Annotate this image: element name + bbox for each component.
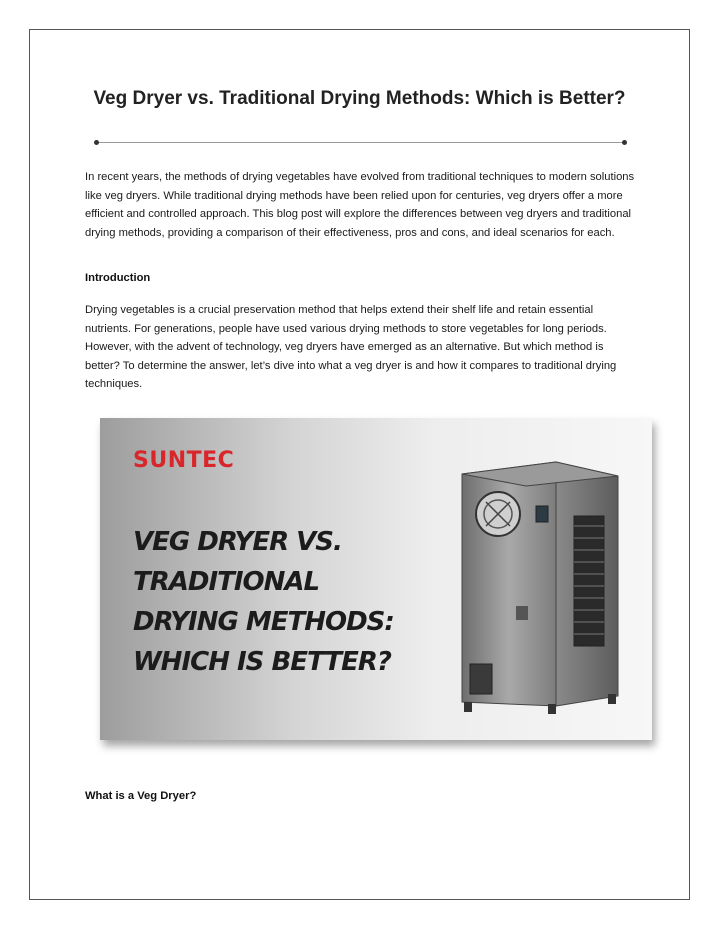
document-page: [29, 29, 690, 900]
veg-dryer-machine-illustration: [456, 456, 626, 716]
article-banner-image: [100, 418, 652, 740]
divider-dot-left: [94, 140, 99, 145]
brand-logo: SUNTEC: [133, 448, 235, 473]
introduction-heading: Introduction: [85, 272, 151, 284]
divider-dot-right: [622, 140, 627, 145]
banner-headline-line: DRYING METHODS:: [133, 607, 394, 637]
introduction-paragraph: Drying vegetables is a crucial preservation method that helps extend their shelf life and retain essential nutrients. For generations, people have used various drying methods to store vegetables for long periods. However, with the advent of technology, veg dryers have emerged as an alternative. But which method is better? To determine the answer, let’s dive into what a veg dryer is and how it compares to traditional drying techniques.: [85, 304, 617, 390]
banner-headline-line: VEG DRYER VS.: [133, 527, 342, 557]
title-divider: [96, 142, 624, 143]
page-title: Veg Dryer vs. Traditional Drying Methods: Which is Better?: [93, 88, 626, 109]
what-is-veg-dryer-heading: What is a Veg Dryer?: [85, 790, 197, 802]
banner-headline-line: WHICH IS BETTER?: [133, 647, 391, 677]
intro-paragraph: In recent years, the methods of drying vegetables have evolved from traditional techniques to modern solutions like veg dryers. While traditional drying methods have been relied upon for centuries, veg dryers offer a more efficient and controlled approach. This blog post will explore the differences between veg dryers and traditional drying methods, providing a comparison of their effectiveness, pros and cons, and ideal scenarios for each.: [85, 171, 635, 239]
banner-headline: [133, 522, 394, 682]
banner-headline-line: TRADITIONAL: [133, 567, 320, 597]
